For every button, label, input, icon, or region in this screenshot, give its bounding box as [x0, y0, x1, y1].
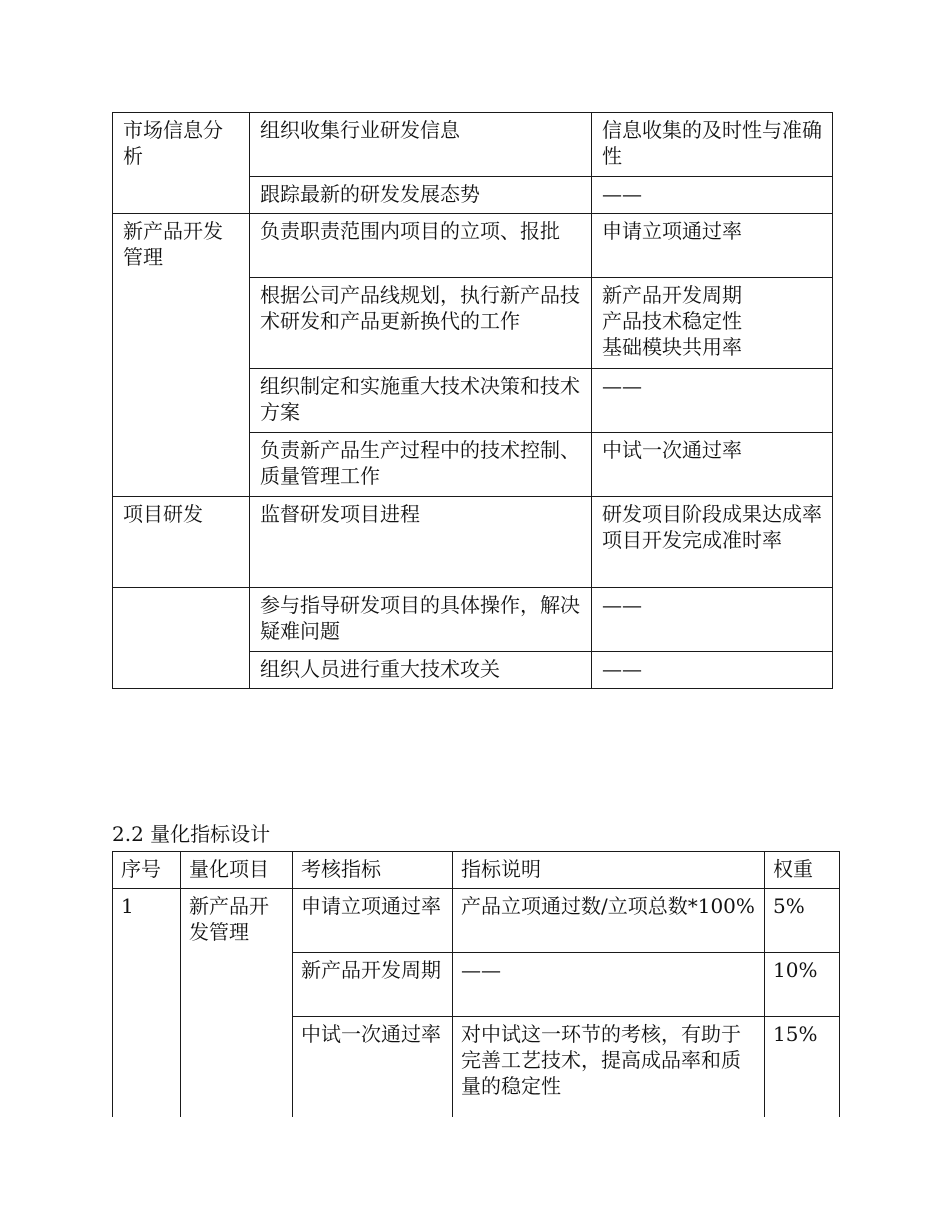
metric-cell [592, 113, 833, 177]
weight-cell: 15% [765, 1017, 840, 1117]
task-cell: 监督研发项目进程 [250, 497, 592, 588]
metric-line: —— [602, 374, 642, 398]
task-cell: 根据公司产品线规划，执行新产品技术研发和产品更新换代的工作 [250, 278, 592, 369]
header-no: 序号 [113, 852, 181, 889]
metric-cell [592, 588, 833, 652]
task-cell: 跟踪最新的研发发展态势 [250, 177, 592, 214]
metric-cell [592, 497, 842, 588]
weight-cell: 5% [765, 889, 840, 953]
section-heading: 2.2 量化指标设计 [112, 822, 271, 846]
metric-line: 信息收集的及时性与准确性 [602, 118, 822, 168]
table-row [113, 214, 833, 278]
header-weight: 权重 [765, 852, 840, 889]
indicator-cell: 新产品开发周期 [293, 953, 453, 1017]
metric-line: 新产品开发周期 [602, 283, 742, 307]
table-row [113, 113, 833, 177]
metric-line: 中试一次通过率 [602, 438, 742, 462]
category-cell: 市场信息分析 [113, 113, 250, 214]
metric-cell [592, 278, 833, 369]
metric-line: —— [602, 657, 642, 681]
header-item: 量化项目 [181, 852, 293, 889]
header-indicator: 考核指标 [293, 852, 453, 889]
task-cell: 参与指导研发项目的具体操作，解决疑难问题 [250, 588, 592, 652]
description-cell: 产品立项通过数/立项总数*100% [453, 889, 765, 953]
item-cell: 新产品开发管理 [181, 889, 293, 1117]
metric-cell [592, 433, 833, 497]
quantitative-indicator-table [112, 851, 840, 1117]
task-cell: 负责新产品生产过程中的技术控制、质量管理工作 [250, 433, 592, 497]
indicator-cell: 申请立项通过率 [293, 889, 453, 953]
task-cell: 负责职责范围内项目的立项、报批 [250, 214, 592, 278]
responsibility-table [112, 112, 842, 689]
task-cell: 组织制定和实施重大技术决策和技术方案 [250, 369, 592, 433]
metric-line: 申请立项通过率 [602, 219, 742, 243]
metric-cell [592, 652, 833, 689]
category-cell: 项目研发 [113, 497, 250, 588]
table-row [113, 497, 833, 588]
table-row [113, 588, 833, 652]
serial-no-cell: 1 [113, 889, 181, 1117]
metric-line: 基础模块共用率 [602, 335, 742, 359]
header-description: 指标说明 [453, 852, 765, 889]
indicator-cell: 中试一次通过率 [293, 1017, 453, 1117]
header-row [113, 852, 840, 889]
metric-line: 产品技术稳定性 [602, 309, 742, 333]
metric-cell [592, 214, 833, 278]
task-cell: 组织收集行业研发信息 [250, 113, 592, 177]
metric-line: —— [602, 182, 642, 206]
weight-cell: 10% [765, 953, 840, 1017]
table-row [113, 889, 840, 953]
description-cell: 对中试这一环节的考核，有助于完善工艺技术，提高成品率和质量的稳定性 [453, 1017, 765, 1117]
category-cell [113, 588, 250, 689]
metric-cell [592, 369, 833, 433]
task-cell: 组织人员进行重大技术攻关 [250, 652, 592, 689]
metric-line: 研发项目阶段成果达成率 项目开发完成准时率 [602, 502, 842, 552]
description-cell: —— [453, 953, 765, 1017]
metric-cell [592, 177, 833, 214]
metric-line: —— [602, 593, 642, 617]
category-cell: 新产品开发管理 [113, 214, 250, 497]
